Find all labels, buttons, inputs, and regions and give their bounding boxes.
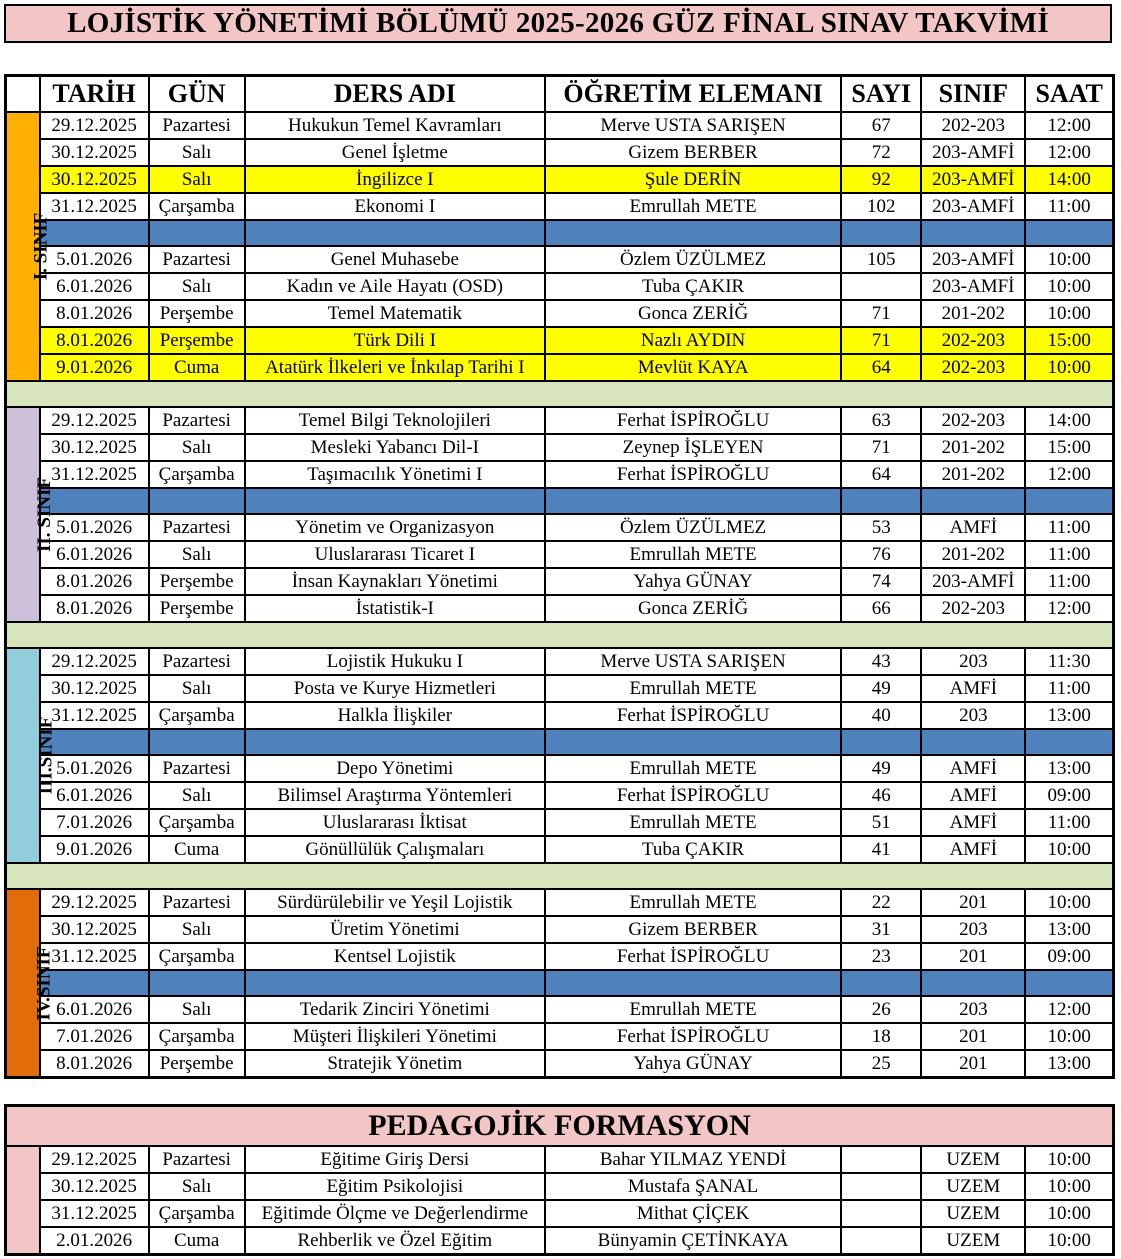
cell-day: Salı: [149, 782, 245, 809]
table-row: [6, 273, 1114, 300]
cell-room: 202-203: [921, 112, 1025, 139]
cell-room: 202-203: [921, 595, 1025, 622]
cell-time: 11:00: [1025, 809, 1113, 836]
cell-time: 12:00: [1025, 996, 1113, 1023]
cell-course: Gönüllülük Çalışmaları: [245, 836, 545, 863]
cell-room: 201-202: [921, 434, 1025, 461]
cell-course: Tedarik Zinciri Yönetimi: [245, 996, 545, 1023]
table-row: [6, 166, 1114, 193]
cell-count: 92: [841, 166, 921, 193]
cell-date: 8.01.2026: [40, 1050, 149, 1078]
cell-instructor: Emrullah METE: [545, 675, 841, 702]
cell-instructor: Özlem ÜZÜLMEZ: [545, 246, 841, 273]
cell-room: UZEM: [921, 1200, 1025, 1227]
cell-day: Cuma: [149, 354, 245, 381]
cell-instructor: Bünyamin ÇETİNKAYA: [545, 1227, 841, 1255]
cell-course: Uluslararası Ticaret I: [245, 541, 545, 568]
cell-room: 202-203: [921, 327, 1025, 354]
table-row: [6, 1023, 1114, 1050]
cell-room: 201-202: [921, 300, 1025, 327]
week-separator: [6, 220, 1114, 246]
cell-day: Perşembe: [149, 568, 245, 595]
cell-count: 105: [841, 246, 921, 273]
cell-course: Eğitimde Ölçme ve Değerlendirme: [245, 1200, 545, 1227]
cell-date: 6.01.2026: [40, 996, 149, 1023]
table-row: [6, 1146, 1114, 1173]
cell-date: 30.12.2025: [40, 139, 149, 166]
cell-instructor: Nazlı AYDIN: [545, 327, 841, 354]
table-row: [6, 943, 1114, 970]
cell-count: 63: [841, 407, 921, 434]
cell-time: 11:30: [1025, 648, 1113, 675]
cell-time: 14:00: [1025, 166, 1113, 193]
cell-day: Salı: [149, 273, 245, 300]
cell-date: 6.01.2026: [40, 782, 149, 809]
cell-course: Kentsel Lojistik: [245, 943, 545, 970]
table-row: [6, 702, 1114, 729]
cell-time: 10:00: [1025, 273, 1113, 300]
cell-time: 13:00: [1025, 702, 1113, 729]
cell-date: 29.12.2025: [40, 112, 149, 139]
cell-course: Temel Matematik: [245, 300, 545, 327]
cell-course: Kadın ve Aile Hayatı (OSD): [245, 273, 545, 300]
cell-room: AMFİ: [921, 755, 1025, 782]
cell-room: 203-AMFİ: [921, 273, 1025, 300]
cell-room: 201: [921, 1023, 1025, 1050]
cell-time: 10:00: [1025, 1146, 1113, 1173]
table-row: [6, 648, 1114, 675]
cell-count: 43: [841, 648, 921, 675]
header-date: TARİH: [40, 76, 149, 113]
cell-room: UZEM: [921, 1173, 1025, 1200]
class-label-text: III.SINIF: [35, 716, 57, 795]
table-row: [6, 1200, 1114, 1227]
cell-count: [841, 1173, 921, 1200]
header-room: SINIF: [921, 76, 1025, 113]
cell-date: 6.01.2026: [40, 541, 149, 568]
header-day: GÜN: [149, 76, 245, 113]
cell-day: Pazartesi: [149, 889, 245, 916]
cell-course: Lojistik Hukuku I: [245, 648, 545, 675]
cell-count: [841, 1200, 921, 1227]
cell-count: 25: [841, 1050, 921, 1078]
cell-room: 203-AMFİ: [921, 139, 1025, 166]
cell-count: 64: [841, 354, 921, 381]
cell-day: Salı: [149, 166, 245, 193]
header-instructor: ÖĞRETİM ELEMANI: [545, 76, 841, 113]
cell-course: Depo Yönetimi: [245, 755, 545, 782]
table-row: [6, 996, 1114, 1023]
cell-time: 09:00: [1025, 782, 1113, 809]
cell-instructor: Emrullah METE: [545, 889, 841, 916]
cell-room: 203: [921, 648, 1025, 675]
header-count: SAYI: [841, 76, 921, 113]
table-row: [6, 1050, 1114, 1078]
cell-day: Pazartesi: [149, 112, 245, 139]
cell-date: 30.12.2025: [40, 916, 149, 943]
cell-instructor: Emrullah METE: [545, 755, 841, 782]
table-row: [6, 139, 1114, 166]
cell-instructor: Ferhat İSPİROĞLU: [545, 782, 841, 809]
cell-date: 29.12.2025: [40, 1146, 149, 1173]
cell-room: 201: [921, 889, 1025, 916]
cell-course: Stratejik Yönetim: [245, 1050, 545, 1078]
cell-room: 203: [921, 996, 1025, 1023]
cell-day: Pazartesi: [149, 648, 245, 675]
cell-day: Çarşamba: [149, 1200, 245, 1227]
cell-date: 30.12.2025: [40, 434, 149, 461]
cell-course: Taşımacılık Yönetimi I: [245, 461, 545, 488]
cell-day: Salı: [149, 675, 245, 702]
cell-date: 30.12.2025: [40, 1173, 149, 1200]
pedagogy-table: [4, 1104, 1115, 1256]
cell-date: 9.01.2026: [40, 354, 149, 381]
cell-time: 10:00: [1025, 300, 1113, 327]
cell-time: 10:00: [1025, 836, 1113, 863]
cell-day: Çarşamba: [149, 943, 245, 970]
cell-time: 15:00: [1025, 434, 1113, 461]
cell-instructor: Emrullah METE: [545, 193, 841, 220]
cell-instructor: Yahya GÜNAY: [545, 1050, 841, 1078]
cell-instructor: Mithat ÇİÇEK: [545, 1200, 841, 1227]
cell-day: Çarşamba: [149, 809, 245, 836]
cell-course: İngilizce I: [245, 166, 545, 193]
table-row: [6, 595, 1114, 622]
cell-course: Üretim Yönetimi: [245, 916, 545, 943]
cell-date: 30.12.2025: [40, 675, 149, 702]
cell-course: Mesleki Yabancı Dil-I: [245, 434, 545, 461]
cell-instructor: Merve USTA SARIŞEN: [545, 648, 841, 675]
cell-date: 29.12.2025: [40, 648, 149, 675]
cell-room: AMFİ: [921, 782, 1025, 809]
cell-day: Salı: [149, 139, 245, 166]
cell-course: Türk Dili I: [245, 327, 545, 354]
week-separator: [6, 729, 1114, 755]
cell-count: 46: [841, 782, 921, 809]
cell-day: Çarşamba: [149, 193, 245, 220]
cell-time: 10:00: [1025, 1173, 1113, 1200]
cell-room: 203: [921, 916, 1025, 943]
cell-course: Eğitime Giriş Dersi: [245, 1146, 545, 1173]
table-row: [6, 354, 1114, 381]
cell-course: Sürdürülebilir ve Yeşil Lojistik: [245, 889, 545, 916]
cell-count: 71: [841, 300, 921, 327]
header-time: SAAT: [1025, 76, 1113, 113]
cell-room: 203: [921, 702, 1025, 729]
cell-date: 8.01.2026: [40, 595, 149, 622]
cell-room: AMFİ: [921, 675, 1025, 702]
cell-date: 31.12.2025: [40, 193, 149, 220]
cell-room: 201: [921, 943, 1025, 970]
header-course: DERS ADI: [245, 76, 545, 113]
cell-instructor: Ferhat İSPİROĞLU: [545, 702, 841, 729]
cell-day: Salı: [149, 1173, 245, 1200]
class-separator: [6, 863, 1114, 889]
cell-count: 102: [841, 193, 921, 220]
cell-instructor: Tuba ÇAKIR: [545, 273, 841, 300]
cell-day: Salı: [149, 434, 245, 461]
cell-time: 12:00: [1025, 139, 1113, 166]
cell-time: 12:00: [1025, 112, 1113, 139]
cell-instructor: Emrullah METE: [545, 541, 841, 568]
cell-instructor: Mustafa ŞANAL: [545, 1173, 841, 1200]
cell-count: 53: [841, 514, 921, 541]
cell-count: 31: [841, 916, 921, 943]
cell-date: 9.01.2026: [40, 836, 149, 863]
class-separator: [6, 381, 1114, 407]
cell-instructor: Ferhat İSPİROĞLU: [545, 461, 841, 488]
cell-instructor: Tuba ÇAKIR: [545, 836, 841, 863]
table-row: [6, 327, 1114, 354]
table-row: [6, 541, 1114, 568]
cell-time: 12:00: [1025, 595, 1113, 622]
cell-course: Bilimsel Araştırma Yöntemleri: [245, 782, 545, 809]
class-label-text: I. SINIF: [30, 212, 52, 281]
cell-date: 8.01.2026: [40, 300, 149, 327]
cell-time: 11:00: [1025, 514, 1113, 541]
cell-course: Uluslararası İktisat: [245, 809, 545, 836]
pedagogy-side: [6, 1146, 40, 1255]
cell-time: 13:00: [1025, 1050, 1113, 1078]
cell-count: 64: [841, 461, 921, 488]
cell-count: 40: [841, 702, 921, 729]
cell-instructor: Şule DERİN: [545, 166, 841, 193]
cell-day: Salı: [149, 916, 245, 943]
cell-day: Pazartesi: [149, 407, 245, 434]
cell-course: Rehberlik ve Özel Eğitim: [245, 1227, 545, 1255]
pedagogy-title: PEDAGOJİK FORMASYON: [6, 1106, 1114, 1147]
cell-date: 5.01.2026: [40, 755, 149, 782]
cell-instructor: Özlem ÜZÜLMEZ: [545, 514, 841, 541]
cell-date: 31.12.2025: [40, 461, 149, 488]
cell-count: 22: [841, 889, 921, 916]
cell-date: 2.01.2026: [40, 1227, 149, 1255]
cell-instructor: Gonca ZERİĞ: [545, 595, 841, 622]
cell-course: Müşteri İlişkileri Yönetimi: [245, 1023, 545, 1050]
cell-day: Çarşamba: [149, 1023, 245, 1050]
cell-count: 51: [841, 809, 921, 836]
cell-instructor: Ferhat İSPİROĞLU: [545, 943, 841, 970]
week-separator: [6, 488, 1114, 514]
cell-instructor: Merve USTA SARIŞEN: [545, 112, 841, 139]
cell-room: 203-AMFİ: [921, 193, 1025, 220]
cell-date: 5.01.2026: [40, 514, 149, 541]
cell-time: 13:00: [1025, 755, 1113, 782]
cell-date: 30.12.2025: [40, 166, 149, 193]
cell-day: Salı: [149, 996, 245, 1023]
cell-count: [841, 1227, 921, 1255]
cell-time: 10:00: [1025, 354, 1113, 381]
cell-course: Temel Bilgi Teknolojileri: [245, 407, 545, 434]
page-title: LOJİSTİK YÖNETİMİ BÖLÜMÜ 2025-2026 GÜZ FİNAL SINAV TAKVİMİ: [4, 4, 1112, 43]
cell-course: İnsan Kaynakları Yönetimi: [245, 568, 545, 595]
cell-date: 7.01.2026: [40, 1023, 149, 1050]
cell-course: Genel Muhasebe: [245, 246, 545, 273]
cell-count: 66: [841, 595, 921, 622]
cell-instructor: Mevlüt KAYA: [545, 354, 841, 381]
cell-date: 29.12.2025: [40, 889, 149, 916]
cell-instructor: Ferhat İSPİROĞLU: [545, 407, 841, 434]
cell-room: AMFİ: [921, 514, 1025, 541]
cell-time: 10:00: [1025, 889, 1113, 916]
cell-day: Çarşamba: [149, 702, 245, 729]
cell-time: 13:00: [1025, 916, 1113, 943]
cell-day: Cuma: [149, 1227, 245, 1255]
table-row: [6, 246, 1114, 273]
cell-date: 8.01.2026: [40, 568, 149, 595]
table-row: [6, 1173, 1114, 1200]
cell-instructor: Yahya GÜNAY: [545, 568, 841, 595]
table-row: [6, 193, 1114, 220]
cell-date: 31.12.2025: [40, 1200, 149, 1227]
cell-time: 15:00: [1025, 327, 1113, 354]
cell-date: 31.12.2025: [40, 943, 149, 970]
cell-count: [841, 273, 921, 300]
cell-time: 11:00: [1025, 568, 1113, 595]
table-row: [6, 434, 1114, 461]
class-label-text: II. SINIF: [33, 477, 55, 552]
cell-date: 8.01.2026: [40, 327, 149, 354]
cell-day: Perşembe: [149, 595, 245, 622]
cell-count: 76: [841, 541, 921, 568]
cell-room: AMFİ: [921, 809, 1025, 836]
cell-count: 23: [841, 943, 921, 970]
table-row: [6, 675, 1114, 702]
table-row: [6, 1227, 1114, 1255]
cell-day: Perşembe: [149, 300, 245, 327]
cell-room: 203-AMFİ: [921, 166, 1025, 193]
cell-day: Cuma: [149, 836, 245, 863]
table-row: [6, 916, 1114, 943]
cell-course: İstatistik-I: [245, 595, 545, 622]
cell-course: Eğitim Psikolojisi: [245, 1173, 545, 1200]
class-label: [6, 407, 55, 622]
class-label-text: IV.SINIF: [33, 945, 55, 1021]
cell-room: 201-202: [921, 541, 1025, 568]
cell-date: 29.12.2025: [40, 407, 149, 434]
table-row: [6, 889, 1114, 916]
cell-time: 11:00: [1025, 193, 1113, 220]
cell-course: Yönetim ve Organizasyon: [245, 514, 545, 541]
table-row: [6, 461, 1114, 488]
table-row: [6, 407, 1114, 434]
cell-time: 12:00: [1025, 461, 1113, 488]
cell-room: UZEM: [921, 1227, 1025, 1255]
cell-day: Pazartesi: [149, 246, 245, 273]
cell-instructor: Ferhat İSPİROĞLU: [545, 1023, 841, 1050]
cell-time: 10:00: [1025, 246, 1113, 273]
cell-time: 09:00: [1025, 943, 1113, 970]
cell-course: Genel İşletme: [245, 139, 545, 166]
header-row: [6, 76, 1114, 113]
cell-count: [841, 1146, 921, 1173]
header-corner: [6, 76, 40, 113]
cell-day: Çarşamba: [149, 461, 245, 488]
cell-time: 10:00: [1025, 1023, 1113, 1050]
cell-course: Atatürk İlkeleri ve İnkılap Tarihi I: [245, 354, 545, 381]
cell-room: UZEM: [921, 1146, 1025, 1173]
table-row: [6, 300, 1114, 327]
cell-room: 203-AMFİ: [921, 246, 1025, 273]
table-row: [6, 836, 1114, 863]
cell-room: 201: [921, 1050, 1025, 1078]
cell-day: Perşembe: [149, 327, 245, 354]
cell-time: 11:00: [1025, 675, 1113, 702]
class-label: [6, 889, 55, 1078]
table-row: [6, 809, 1114, 836]
cell-count: 18: [841, 1023, 921, 1050]
cell-course: Hukukun Temel Kavramları: [245, 112, 545, 139]
cell-date: 6.01.2026: [40, 273, 149, 300]
cell-room: 201-202: [921, 461, 1025, 488]
cell-day: Pazartesi: [149, 1146, 245, 1173]
cell-count: 49: [841, 675, 921, 702]
cell-instructor: Emrullah METE: [545, 809, 841, 836]
cell-count: 67: [841, 112, 921, 139]
cell-date: 7.01.2026: [40, 809, 149, 836]
cell-room: 203-AMFİ: [921, 568, 1025, 595]
table-row: [6, 568, 1114, 595]
cell-day: Pazartesi: [149, 755, 245, 782]
cell-count: 72: [841, 139, 921, 166]
cell-count: 71: [841, 434, 921, 461]
cell-count: 41: [841, 836, 921, 863]
table-row: [6, 782, 1114, 809]
cell-course: Halkla İlişkiler: [245, 702, 545, 729]
cell-day: Pazartesi: [149, 514, 245, 541]
cell-room: 202-203: [921, 407, 1025, 434]
cell-count: 71: [841, 327, 921, 354]
cell-time: 11:00: [1025, 541, 1113, 568]
cell-time: 14:00: [1025, 407, 1113, 434]
cell-course: Posta ve Kurye Hizmetleri: [245, 675, 545, 702]
cell-time: 10:00: [1025, 1200, 1113, 1227]
cell-day: Perşembe: [149, 1050, 245, 1078]
cell-instructor: Bahar YILMAZ YENDİ: [545, 1146, 841, 1173]
cell-count: 26: [841, 996, 921, 1023]
class-label: [6, 648, 57, 863]
cell-date: 31.12.2025: [40, 702, 149, 729]
cell-count: 74: [841, 568, 921, 595]
week-separator: [6, 970, 1114, 996]
table-row: [6, 755, 1114, 782]
cell-instructor: Zeynep İŞLEYEN: [545, 434, 841, 461]
cell-instructor: Gonca ZERİĞ: [545, 300, 841, 327]
table-row: [6, 112, 1114, 139]
cell-instructor: Emrullah METE: [545, 996, 841, 1023]
cell-room: AMFİ: [921, 836, 1025, 863]
table-row: [6, 514, 1114, 541]
cell-time: 10:00: [1025, 1227, 1113, 1255]
cell-course: Ekonomi I: [245, 193, 545, 220]
cell-count: 49: [841, 755, 921, 782]
class-separator: [6, 622, 1114, 648]
cell-date: 5.01.2026: [40, 246, 149, 273]
cell-room: 202-203: [921, 354, 1025, 381]
exam-schedule-table: [4, 74, 1115, 1079]
cell-instructor: Gizem BERBER: [545, 916, 841, 943]
cell-instructor: Gizem BERBER: [545, 139, 841, 166]
cell-day: Salı: [149, 541, 245, 568]
class-label: [6, 112, 52, 381]
